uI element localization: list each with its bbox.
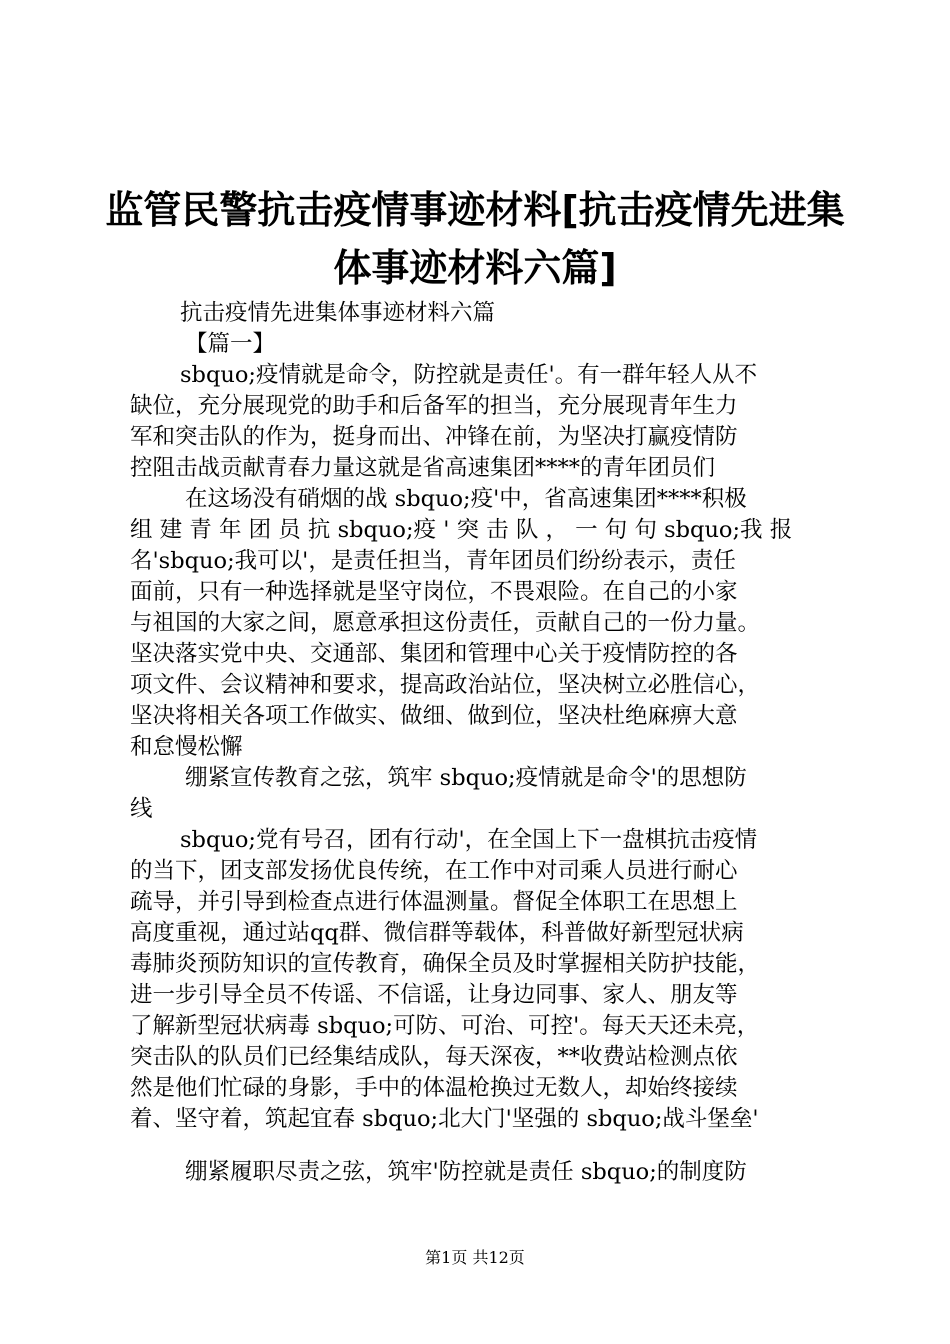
body-line: 军和突击队的作为，挺身而出、冲锋在前，为坚决打赢疫情防 (130, 424, 738, 450)
body-line: 坚决落实党中央、交通部、集团和管理中心关于疫情防控的各 (130, 641, 738, 667)
body-line: 突击队的队员们已经集结成队，每天深夜，**收费站检测点依 (130, 1044, 738, 1070)
body-line: 与祖国的大家之间，愿意承担这份责任，贡献自己的一份力量。 (130, 610, 761, 636)
body-line: 名'sbquo;我可以'，是责任担当，青年团员们纷纷表示，责任 (130, 548, 736, 574)
body-line (130, 1135, 830, 1157)
body-line: 了解新型冠状病毒 sbquo;可防、可治、可控'。每天天还未亮， (130, 1013, 760, 1039)
body-line: 绷紧宣传教育之弦，筑牢 sbquo;疫情就是命令'的思想防 (185, 765, 747, 791)
document-body (130, 298, 830, 1188)
body-line: 控阻击战贡献青春力量这就是省高速集团****的青年团员们 (130, 455, 716, 481)
body-line: 绷紧履职尽责之弦，筑牢'防控就是责任 sbquo;的制度防 (185, 1159, 747, 1185)
body-line: 面前，只有一种选择就是坚守岗位，不畏艰险。在自己的小家 (130, 579, 738, 605)
body-line: 着、坚守着，筑起宜春 sbquo;北大门'坚强的 sbquo;战斗堡垒' (130, 1106, 759, 1132)
body-line: sbquo;党有号召，团有行动'，在全国上下一盘棋抗击疫情 (180, 827, 758, 853)
body-line: 项文件、会议精神和要求，提高政治站位，坚决树立必胜信心， (130, 672, 761, 698)
body-line: 高度重视，通过站qq群、微信群等载体，科普做好新型冠状病 (130, 920, 744, 946)
body-line: 疏导，并引导到检查点进行体温测量。督促全体职工在思想上 (130, 889, 738, 915)
body-line: 线 (130, 796, 153, 822)
body-line: 缺位，充分展现党的助手和后备军的担当，充分展现青年生力 (130, 393, 738, 419)
body-line: 然是他们忙碌的身影，手中的体温枪换过无数人，却始终接续 (130, 1075, 738, 1101)
body-line: 抗击疫情先进集体事迹材料六篇 (180, 300, 496, 326)
body-line: 【篇一】 (185, 331, 276, 357)
body-line: 毒肺炎预防知识的宣传教育，确保全员及时掌握相关防护技能， (130, 951, 761, 977)
body-line: 组 建 青 年 团 员 抗 sbquo;疫 ' 突 击 队 ， 一 句 句 sbquo;我 报 (130, 517, 793, 543)
body-line: 坚决将相关各项工作做实、做细、做到位，坚决杜绝麻痹大意 (130, 703, 738, 729)
page-footer: 第1页 共12页 (425, 1248, 525, 1267)
document-title-line-1: 监管民警抗击疫情事迹材料[抗击疫情先进集 (105, 188, 845, 232)
body-line: sbquo;疫情就是命令，防控就是责任'。有一群年轻人从不 (180, 362, 758, 388)
document-title-line-2: 体事迹材料六篇] (333, 246, 617, 290)
body-line: 的当下，团支部发扬优良传统，在工作中对司乘人员进行耐心 (130, 858, 738, 884)
body-line: 进一步引导全员不传谣、不信谣，让身边同事、家人、朋友等 (130, 982, 738, 1008)
body-line: 和怠慢松懈 (130, 734, 243, 760)
body-line: 在这场没有硝烟的战 sbquo;疫'中，省高速集团****积极 (185, 486, 747, 512)
